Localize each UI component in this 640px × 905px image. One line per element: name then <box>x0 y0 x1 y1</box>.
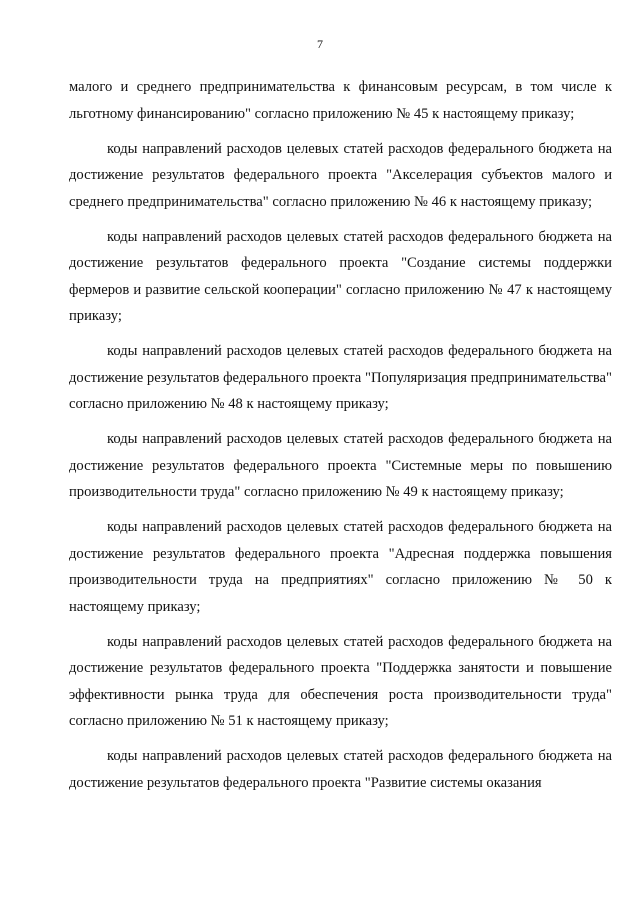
paragraph-appendix-47: коды направлений расходов целевых статей расходов федерального бюджета на достижение результатов федерального проекта "Создание системы поддержки фермеров и развитие сельской кооперации" согласно приложению № 47 к настоящему приказу; <box>69 228 612 324</box>
paragraph-appendix-46: коды направлений расходов целевых статей расходов федерального бюджета на достижение результатов федерального проекта "Акселерация субъектов малого и среднего предпринимательства" согласно приложению № 46 к настоящему приказу; <box>69 140 612 210</box>
page-number: 7 <box>317 37 323 51</box>
paragraph-appendix-50: коды направлений расходов целевых статей расходов федерального бюджета на достижение результатов федерального проекта "Адресная поддержка повышения производительности труда на предприятиях" согласно приложению № 50 к настоящему приказу; <box>69 519 612 615</box>
paragraph-truncated: коды направлений расходов целевых статей расходов федерального бюджета на достижение результатов федерального проекта "Развитие системы оказания <box>69 748 612 791</box>
paragraph-continuation: малого и среднего предпринимательства к финансовым ресурсам, в том числе к льготному финансированию" согласно приложению № 45 к настоящему приказу; <box>69 79 612 122</box>
document-body <box>69 74 612 805</box>
paragraph-appendix-49: коды направлений расходов целевых статей расходов федерального бюджета на достижение результатов федерального проекта "Системные меры по повышению производительности труда" согласно приложению № 49 к настоящему приказу; <box>69 431 612 500</box>
paragraph-appendix-48: коды направлений расходов целевых статей расходов федерального бюджета на достижение результатов федерального проекта "Популяризация предпринимательства" согласно приложению № 48 к настоящему приказу; <box>69 343 612 412</box>
paragraph-appendix-51: коды направлений расходов целевых статей расходов федерального бюджета на достижение результатов федерального проекта "Поддержка занятости и повышение эффективности рынка труда для обеспечения роста производительности труда" согласно приложению № 51 к настоящему приказу; <box>69 633 612 729</box>
